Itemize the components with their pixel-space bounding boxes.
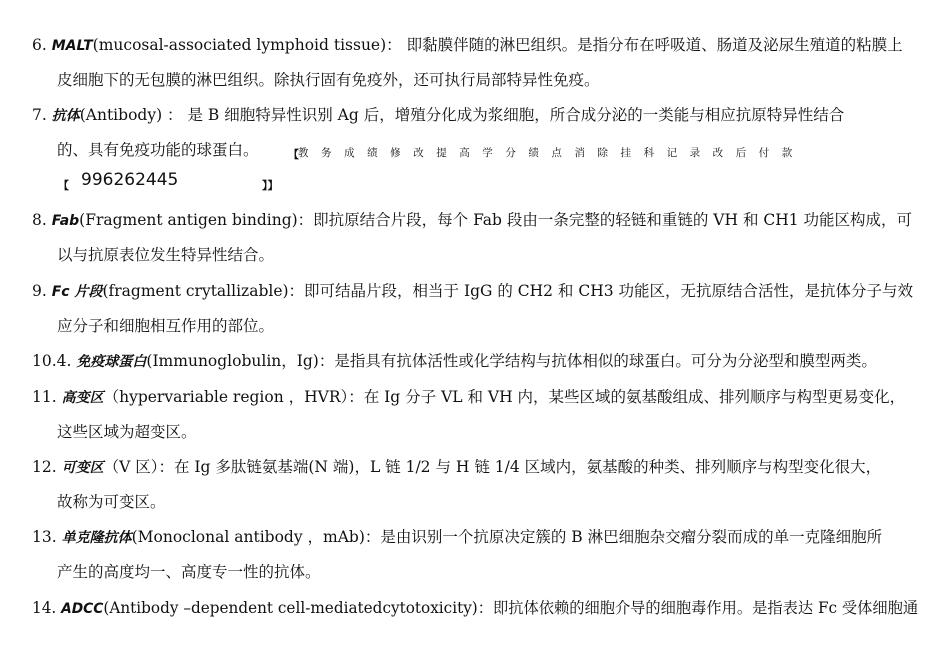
definition-text: (Antibody) ： 是 B 细胞特异性识别 Ag 后，增殖分化成为浆细胞，所合成分泌的一类能与相应抗原特异性结合 [79, 106, 845, 124]
definition-continuation: 应分子和细胞相互作用的部位。 [57, 317, 275, 335]
definition-continuation: 产生的高度均一、高度专一性的抗体。 [57, 563, 321, 581]
definition-text: (Immunoglobulin，Ig)：是指具有抗体活性或化学结构与抗体相似的球蛋白。可分为分泌型和膜型两类。 [146, 352, 877, 370]
footnote-code-open: 【 [58, 179, 69, 192]
item-number: 12. [32, 458, 57, 476]
definition-continuation: 的、具有免疫功能的球蛋白。 [57, 141, 259, 159]
item-number: 8. [32, 211, 47, 229]
definition-text: (Monoclonal antibody ，mAb)：是由识别一个抗原决定簇的 B 淋巴细胞杂交瘤分裂而成的单一克隆细胞所 [131, 528, 883, 546]
footnote-code: 996262445 [81, 170, 179, 190]
term-fab: Fab [51, 213, 80, 229]
term-hvr: 高变区 [61, 390, 104, 406]
definition-continuation: 皮细胞下的无包膜的淋巴组织。除执行固有免疫外，还可执行局部特异性免疫。 [57, 71, 600, 89]
definition-text: （hypervariable region ，HVR）：在 Ig 分子 VL 和 VH 内，某些区域的氨基酸组成、排列顺序与构型更易变化， [103, 388, 906, 406]
term-immunoglobulin: 免疫球蛋白 [76, 354, 147, 370]
definition-text: （V 区）：在 Ig 多肽链氨基端(N 端)，L 链 1/2 与 H 链 1/4 区域内，氨基酸的种类、排列顺序与构型变化很大， [103, 458, 882, 476]
definition-text: (fragment crytallizable)：即可结晶片段，相当于 IgG 的 CH2 和 CH3 功能区，无抗原结合活性，是抗体分子与效 [102, 282, 914, 300]
definition-continuation: 这些区域为超变区。 [57, 423, 197, 441]
item-number: 7. [32, 106, 47, 124]
definition-continuation: 故称为可变区。 [57, 493, 166, 511]
definition-text: (Fragment antigen binding)：即抗原结合片段，每个 Fab 段由一条完整的轻链和重链的 VH 和 CH1 功能区构成，可 [79, 211, 913, 229]
term-mab: 单克隆抗体 [61, 530, 132, 546]
definition-text: (Antibody –dependent cell-mediatedcytotoxicity)：即抗体依赖的细胞介导的细胞毒作用。是指表达 Fc 受体细胞通 [103, 599, 919, 617]
term-fc: Fc 片段 [51, 284, 103, 300]
item-number: 11. [32, 388, 57, 406]
term-v-region: 可变区 [61, 460, 104, 476]
footnote-code-close: 】】 [262, 179, 279, 192]
term-antibody: 抗体 [51, 108, 80, 124]
term-malt: MALT [51, 38, 93, 54]
item-number: 13. [32, 528, 57, 546]
footnote-text: 教 务 成 绩 修 改 提 高 学 分 绩 点 消 除 挂 科 记 录 改 后 付 款 [298, 147, 797, 159]
item-number: 14. [32, 599, 57, 617]
definition-text: (mucosal-associated lymphoid tissue)： 即黏膜伴随的淋巴组织。是指分布在呼吸道、肠道及泌尿生殖道的粘膜上 [92, 36, 903, 54]
item-number: 10.4. [32, 352, 72, 370]
term-adcc: ADCC [61, 601, 104, 617]
item-number: 9. [32, 282, 47, 300]
item-number: 6. [32, 36, 47, 54]
definition-continuation: 以与抗原表位发生特异性结合。 [57, 246, 275, 264]
footnote-open-bracket: 【 [288, 148, 299, 161]
